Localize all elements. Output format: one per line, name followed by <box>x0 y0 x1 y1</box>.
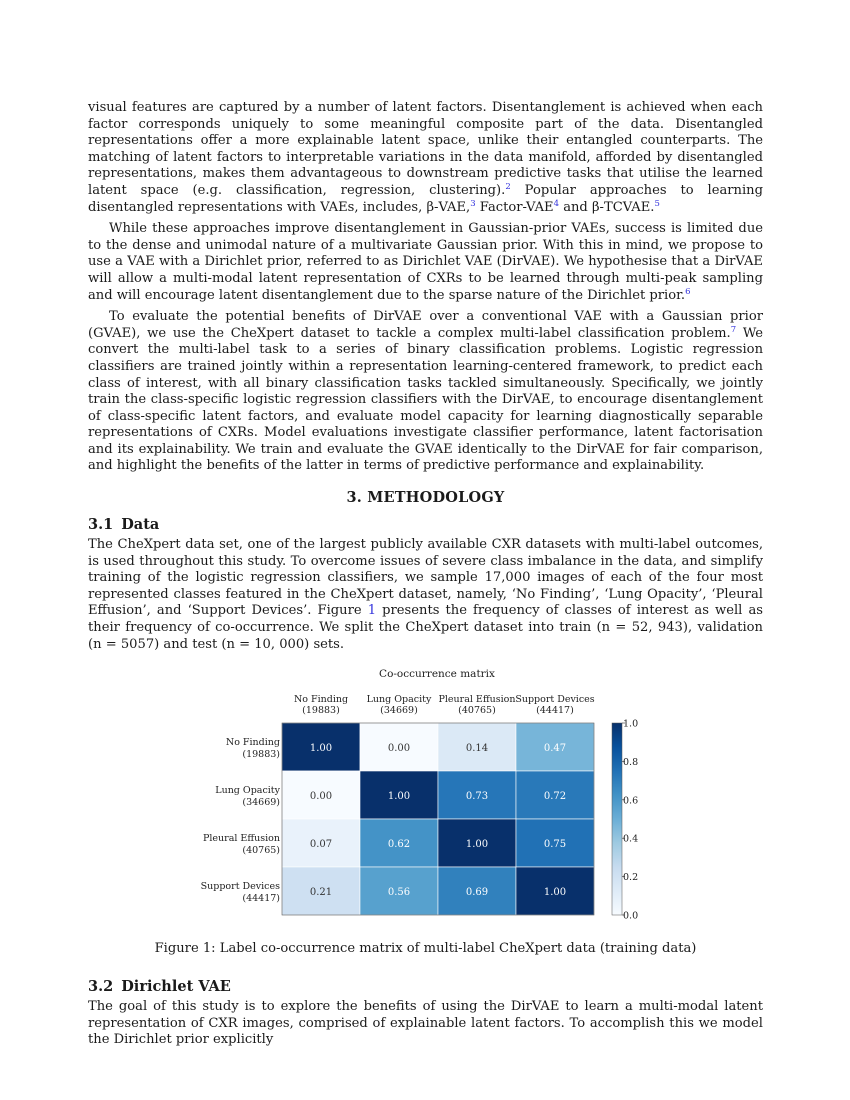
colorbar-tick-label: 0.2 <box>623 872 639 884</box>
cell-value-label: 0.47 <box>543 743 567 755</box>
cell-value-label: 0.07 <box>309 839 333 851</box>
row-label: Pleural Effusion <box>203 833 280 845</box>
cell-value-label: 0.75 <box>543 839 567 851</box>
cell-value-label: 1.00 <box>465 839 489 851</box>
row-label: Lung Opacity <box>215 785 280 797</box>
subsection-number: 3.2 <box>88 978 114 996</box>
row-count: (44417) <box>242 893 280 905</box>
subsection-label: Data <box>121 516 160 534</box>
section-title-methodology: 3. METHODOLOGY <box>346 489 505 507</box>
row-count: (19883) <box>242 749 280 761</box>
column-count: (34669) <box>380 705 418 717</box>
cell-value-label: 0.72 <box>543 791 567 803</box>
paper-page <box>88 100 763 1049</box>
cell-value-label: 1.00 <box>387 791 411 803</box>
column-label: Lung Opacity <box>366 694 432 706</box>
column-count: (40765) <box>458 705 496 717</box>
column-label: No Finding <box>293 694 349 706</box>
figure-reference-link[interactable]: 1 <box>367 603 377 619</box>
colorbar-tick-label: 0.0 <box>623 910 639 922</box>
chart-title: Co-occurrence matrix <box>379 668 495 681</box>
subsection-title-dirichlet-vae <box>88 978 763 995</box>
cell-value-label: 1.00 <box>543 887 567 899</box>
colorbar-tick-label: 0.6 <box>623 795 639 807</box>
citation-2[interactable]: 2 <box>505 181 511 192</box>
cell-value-label: 0.14 <box>465 743 489 755</box>
figure-caption: Figure 1: Label co-occurrence matrix of multi-label CheXpert data (training data) <box>154 941 697 957</box>
column-count: (19883) <box>302 705 340 717</box>
subsection-title-data <box>88 516 763 533</box>
citation-7[interactable]: 7 <box>730 324 737 335</box>
cell-value-label: 0.00 <box>309 791 333 803</box>
row-count: (34669) <box>242 797 280 809</box>
column-label: Pleural Effusion <box>438 694 516 706</box>
citation-4[interactable]: 4 <box>553 198 560 209</box>
cell-value-label: 0.62 <box>387 839 411 851</box>
colorbar-tick-label: 0.8 <box>623 757 639 769</box>
paragraph-dirichlet-vae: The goal of this study is to explore the benefits of using the DirVAE to learn a multi-modal latent representation of CXR images, comprised of explainable latent factors. To accomplish this we model the Dirichlet prior explicitly <box>88 999 763 1048</box>
citation-6[interactable]: 6 <box>685 286 691 297</box>
subsection-label: Dirichlet VAE <box>121 978 231 996</box>
subsection-number: 3.1 <box>88 516 114 534</box>
cell-value-label: 0.73 <box>465 791 489 803</box>
cell-value-label: 0.69 <box>465 887 489 899</box>
row-label: Support Devices <box>200 881 280 893</box>
paragraph-disentanglement: visual features are captured by a number of latent factors. Disentanglement is achieved when each factor corresponds uniquely to some meaningful composite part of the data. Disentangled representations offer a more explainable latent space, unlike their entangled counterparts. The matching of latent factors to interpretable variations in the data manifold, afforded by disentangled representations, makes them advantageous to downstream predictive tasks that utilise the learned latent space (e.g. classification, regression, clustering).$^2$ Popular approaches to learning disentangled representations with VAEs, includes, β-VAE,$^3$ Factor-VAE$^4$ and β-TCVAE.$^5$ <box>88 100 763 215</box>
cell-value-label: 0.00 <box>387 743 411 755</box>
paragraph-dirichlet-proposal: While these approaches improve disentanglement in Gaussian-prior VAEs, success is limited due to the dense and unimodal nature of a multivariate Gaussian prior. With this in mind, we propose to use a VAE with a Dirichlet prior, referred to as Dirichlet VAE (DirVAE). We hypothesise that a DirVAE will allow a multi-modal latent representation of CXRs to be learned through multi-peak sampling and will encourage latent disentanglement due to the sparse nature of the Dirichlet prior.$^6$ <box>88 221 763 303</box>
cooccurrence-heatmap <box>88 663 763 935</box>
cell-value-label: 0.21 <box>309 887 333 899</box>
column-label: Support Devices <box>515 694 595 706</box>
row-count: (40765) <box>242 845 280 857</box>
colorbar <box>612 723 622 915</box>
citation-5[interactable]: 5 <box>654 198 660 209</box>
cell-value-label: 1.00 <box>309 743 333 755</box>
column-count: (44417) <box>536 705 574 717</box>
paragraph-data: The CheXpert data set, one of the largest publicly available CXR datasets with multi-label outcomes, is used throughout this study. To overcome issues of severe class imbalance in the data, and simplify training of the logistic regression classifiers, we sample 17,000 images of each of the four most represented classes featured in the CheXpert dataset, namely, ‘No Finding’, ‘Lung Opacity’, ‘Pleural Effusion’, and ‘Support Devices’. Figure 1 presents the frequency of classes of interest as well as their frequency of co-occurrence. We split the CheXpert dataset into train (n = 52, 943), validation (n = 5057) and test (n = 10, 000) sets. <box>88 537 763 652</box>
colorbar-tick-label: 0.4 <box>623 833 639 845</box>
row-label: No Finding <box>225 737 280 749</box>
citation-3[interactable]: 3 <box>470 198 476 209</box>
cell-value-label: 0.56 <box>387 887 411 899</box>
paragraph-evaluation: To evaluate the potential benefits of DirVAE over a conventional VAE with a Gaussian prior (GVAE), we use the CheXpert dataset to tackle a complex multi-label classification problem.$^7$ We convert the multi-label task to a series of binary classification problems. Logistic regression classifiers are trained jointly within a representation learning-centered framework, to predict each class of interest, with all binary classification tasks tackled simultaneously. Specifically, we jointly train the class-specific logistic regression classifiers with the DirVAE, to encourage disentanglement of class-specific latent factors, and evaluate model capacity for learning diagnostically separable representations of CXRs. Model evaluations investigate classifier performance, latent factorisation and its explainability. We train and evaluate the GVAE identically to the DirVAE for fair comparison, and highlight the benefits of the latter in terms of predictive performance and explainability. <box>88 309 763 474</box>
colorbar-tick-label: 1.0 <box>623 718 639 730</box>
figure-1 <box>88 653 763 956</box>
